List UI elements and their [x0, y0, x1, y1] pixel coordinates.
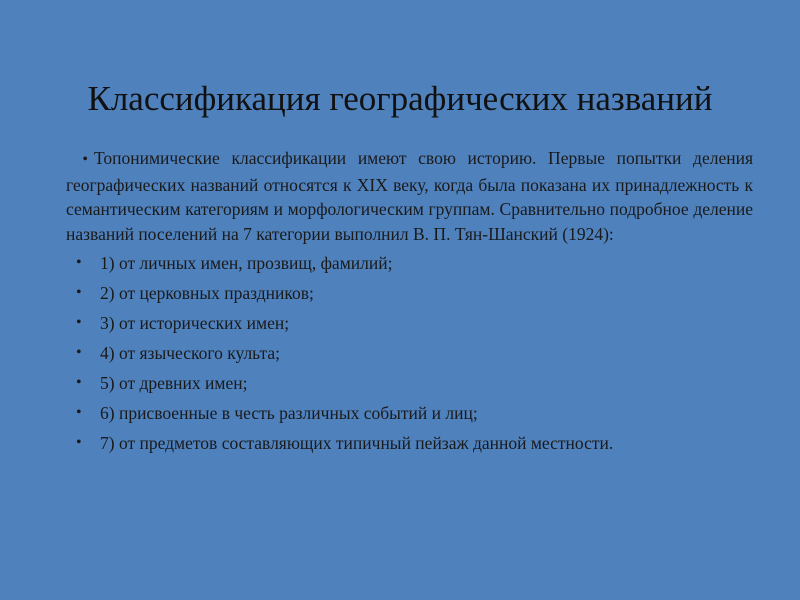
list-item-text: 3) от исторических имен;	[100, 313, 290, 333]
bullet-icon: •	[76, 344, 82, 361]
list-item-text: 6) присвоенные в честь различных событий и лиц;	[100, 403, 478, 423]
bullet-icon: •	[76, 254, 82, 271]
bullet-icon: •	[82, 151, 88, 168]
list-item-text: 1) от личных имен, прозвищ, фамилий;	[100, 253, 393, 273]
list-item	[66, 341, 753, 366]
bullet-icon: •	[76, 404, 82, 421]
list-item-text: 2) от церковных праздников;	[100, 283, 314, 303]
list-item	[66, 371, 753, 396]
bullet-list	[66, 146, 753, 461]
list-item-text: 5) от древних имен;	[100, 373, 248, 393]
list-item-text: 4) от языческого культа;	[100, 343, 280, 363]
slide-title: Классификация географических названий	[87, 79, 713, 119]
bullet-icon: •	[76, 374, 82, 391]
intro-text: Топонимические классификации имеют свою историю. Первые попытки деления географических названий относятся к XIX веку, когда была показана их принадлежность к семантическим категориям и морфологическим группам. Сравнительно подробное деление названий поселений на 7 категории выполнил В. П. Тян-Шанский (1924):	[66, 148, 753, 244]
intro-paragraph	[66, 146, 753, 246]
list-item	[66, 281, 753, 306]
bullet-icon: •	[76, 314, 82, 331]
list-item	[66, 431, 753, 456]
bullet-icon: •	[76, 284, 82, 301]
list-item	[66, 251, 753, 276]
list-item	[66, 311, 753, 336]
bullet-icon: •	[76, 434, 82, 451]
list-item	[66, 401, 753, 426]
list-item-text: 7) от предметов составляющих типичный пейзаж данной местности.	[100, 433, 614, 453]
